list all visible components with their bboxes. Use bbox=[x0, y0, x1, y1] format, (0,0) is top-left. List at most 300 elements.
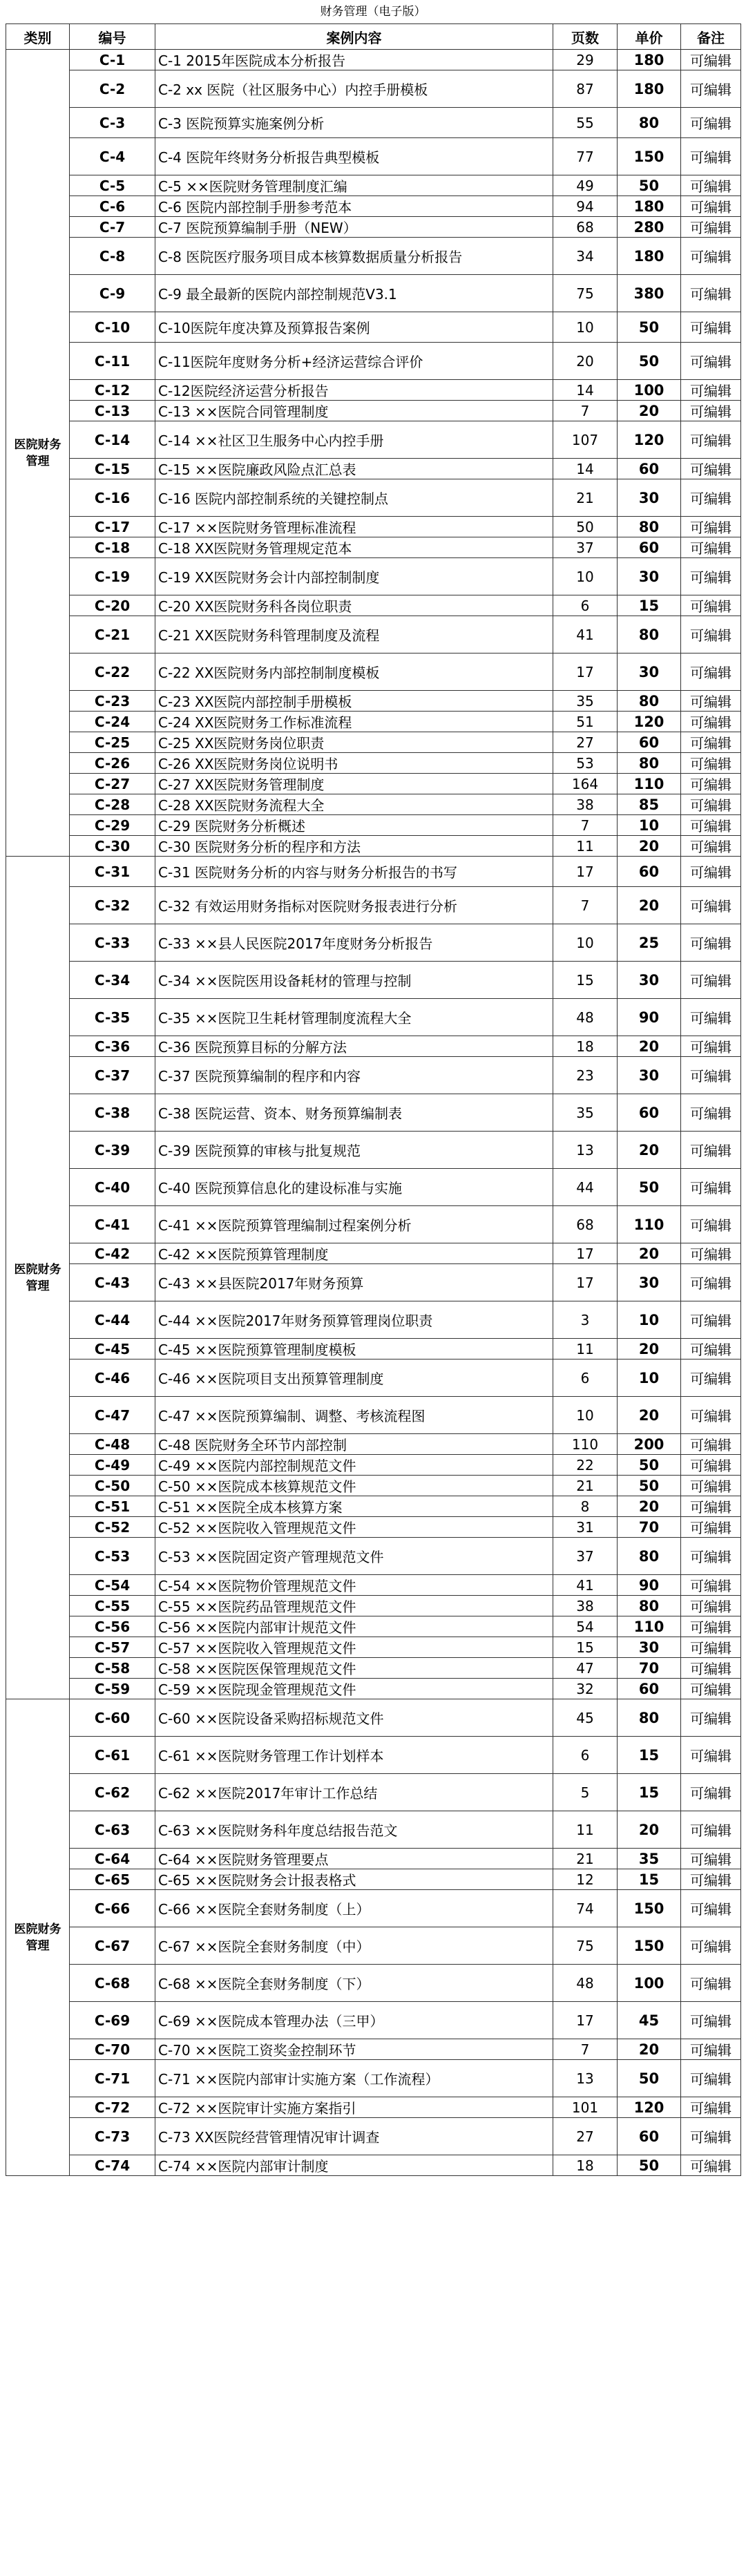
table-row bbox=[6, 479, 741, 517]
pages-cell: 41 bbox=[553, 1575, 618, 1596]
pages-cell: 75 bbox=[553, 275, 618, 312]
code-cell: C-61 bbox=[70, 1737, 155, 1774]
table-row bbox=[6, 1339, 741, 1359]
table-row bbox=[6, 887, 741, 924]
note-cell: 可编辑 bbox=[681, 653, 741, 691]
pages-cell: 20 bbox=[553, 343, 618, 380]
pages-cell: 21 bbox=[553, 479, 618, 517]
note-cell: 可编辑 bbox=[681, 196, 741, 217]
price-cell: 120 bbox=[618, 2097, 681, 2118]
content-cell: C-62 ××医院2017年审计工作总结 bbox=[155, 1774, 553, 1811]
pages-cell: 10 bbox=[553, 924, 618, 962]
code-cell: C-10 bbox=[70, 312, 155, 343]
price-cell: 70 bbox=[618, 1658, 681, 1679]
note-cell: 可编辑 bbox=[681, 479, 741, 517]
price-cell: 15 bbox=[618, 595, 681, 616]
code-cell: C-73 bbox=[70, 2118, 155, 2155]
code-cell: C-57 bbox=[70, 1637, 155, 1658]
note-cell: 可编辑 bbox=[681, 1243, 741, 1264]
code-cell: C-3 bbox=[70, 108, 155, 138]
note-cell: 可编辑 bbox=[681, 1455, 741, 1476]
code-cell: C-7 bbox=[70, 217, 155, 238]
pages-cell: 14 bbox=[553, 459, 618, 479]
content-cell: C-39 医院预算的审核与批复规范 bbox=[155, 1132, 553, 1169]
price-cell: 80 bbox=[618, 691, 681, 712]
note-cell: 可编辑 bbox=[681, 1094, 741, 1132]
pages-cell: 15 bbox=[553, 1637, 618, 1658]
note-cell: 可编辑 bbox=[681, 1737, 741, 1774]
note-cell: 可编辑 bbox=[681, 2118, 741, 2155]
category-cell bbox=[6, 857, 70, 1699]
pages-cell: 48 bbox=[553, 1965, 618, 2002]
pages-cell: 23 bbox=[553, 1057, 618, 1094]
price-cell: 60 bbox=[618, 2118, 681, 2155]
price-cell: 30 bbox=[618, 653, 681, 691]
note-cell: 可编辑 bbox=[681, 1616, 741, 1637]
price-cell: 20 bbox=[618, 1132, 681, 1169]
code-cell: C-32 bbox=[70, 887, 155, 924]
content-cell: C-6 医院内部控制手册参考范本 bbox=[155, 196, 553, 217]
code-cell: C-72 bbox=[70, 2097, 155, 2118]
table-row bbox=[6, 421, 741, 459]
code-cell: C-11 bbox=[70, 343, 155, 380]
table-row bbox=[6, 1965, 741, 2002]
category-cell bbox=[6, 1699, 70, 2176]
code-cell: C-29 bbox=[70, 815, 155, 836]
price-cell: 20 bbox=[618, 1397, 681, 1434]
note-cell: 可编辑 bbox=[681, 1434, 741, 1455]
code-cell: C-49 bbox=[70, 1455, 155, 1476]
price-cell: 10 bbox=[618, 1359, 681, 1397]
note-cell: 可编辑 bbox=[681, 1359, 741, 1397]
table-row bbox=[6, 1890, 741, 1927]
note-cell: 可编辑 bbox=[681, 1264, 741, 1301]
pages-cell: 5 bbox=[553, 1774, 618, 1811]
table-row bbox=[6, 1264, 741, 1301]
content-cell: C-60 ××医院设备采购招标规范文件 bbox=[155, 1699, 553, 1737]
content-cell: C-49 ××医院内部控制规范文件 bbox=[155, 1455, 553, 1476]
note-cell: 可编辑 bbox=[681, 1575, 741, 1596]
table-row bbox=[6, 196, 741, 217]
price-cell: 20 bbox=[618, 1496, 681, 1517]
price-cell: 45 bbox=[618, 2002, 681, 2039]
code-cell: C-54 bbox=[70, 1575, 155, 1596]
code-cell: C-18 bbox=[70, 537, 155, 558]
note-cell: 可编辑 bbox=[681, 1658, 741, 1679]
content-cell: C-68 ××医院全套财务制度（下） bbox=[155, 1965, 553, 2002]
content-cell: C-43 ××县医院2017年财务预算 bbox=[155, 1264, 553, 1301]
note-cell: 可编辑 bbox=[681, 459, 741, 479]
table-row bbox=[6, 691, 741, 712]
pages-cell: 48 bbox=[553, 999, 618, 1036]
content-cell: C-74 ××医院内部审计制度 bbox=[155, 2155, 553, 2176]
note-cell: 可编辑 bbox=[681, 380, 741, 401]
code-cell: C-63 bbox=[70, 1811, 155, 1849]
code-cell: C-16 bbox=[70, 479, 155, 517]
content-cell: C-64 ××医院财务管理要点 bbox=[155, 1849, 553, 1869]
table-row bbox=[6, 2118, 741, 2155]
note-cell: 可编辑 bbox=[681, 1699, 741, 1737]
note-cell: 可编辑 bbox=[681, 2002, 741, 2039]
table-row bbox=[6, 1094, 741, 1132]
code-cell: C-37 bbox=[70, 1057, 155, 1094]
content-cell: C-58 ××医院医保管理规范文件 bbox=[155, 1658, 553, 1679]
content-cell: C-38 医院运营、资本、财务预算编制表 bbox=[155, 1094, 553, 1132]
price-cell: 90 bbox=[618, 999, 681, 1036]
price-cell: 30 bbox=[618, 962, 681, 999]
content-cell: C-63 ××医院财务科年度总结报告范文 bbox=[155, 1811, 553, 1849]
code-cell: C-66 bbox=[70, 1890, 155, 1927]
code-cell: C-5 bbox=[70, 175, 155, 196]
price-cell: 110 bbox=[618, 1206, 681, 1243]
code-cell: C-41 bbox=[70, 1206, 155, 1243]
catalog-body bbox=[6, 50, 741, 2176]
price-cell: 180 bbox=[618, 70, 681, 108]
price-cell: 20 bbox=[618, 1036, 681, 1057]
note-cell: 可编辑 bbox=[681, 999, 741, 1036]
header-pages: 页数 bbox=[553, 24, 618, 50]
content-cell: C-65 ××医院财务会计报表格式 bbox=[155, 1869, 553, 1890]
pages-cell: 164 bbox=[553, 774, 618, 794]
table-row bbox=[6, 712, 741, 732]
table-row bbox=[6, 924, 741, 962]
code-cell: C-4 bbox=[70, 138, 155, 175]
content-cell: C-61 ××医院财务管理工作计划样本 bbox=[155, 1737, 553, 1774]
code-cell: C-26 bbox=[70, 753, 155, 774]
note-cell: 可编辑 bbox=[681, 2155, 741, 2176]
pages-cell: 53 bbox=[553, 753, 618, 774]
header-category: 类别 bbox=[6, 24, 70, 50]
content-cell: C-30 医院财务分析的程序和方法 bbox=[155, 836, 553, 857]
price-cell: 80 bbox=[618, 1538, 681, 1575]
table-row bbox=[6, 2039, 741, 2060]
price-cell: 150 bbox=[618, 138, 681, 175]
note-cell: 可编辑 bbox=[681, 732, 741, 753]
pages-cell: 101 bbox=[553, 2097, 618, 2118]
content-cell: C-45 ××医院预算管理制度模板 bbox=[155, 1339, 553, 1359]
content-cell: C-28 XX医院财务流程大全 bbox=[155, 794, 553, 815]
price-cell: 50 bbox=[618, 1169, 681, 1206]
code-cell: C-60 bbox=[70, 1699, 155, 1737]
table-row bbox=[6, 312, 741, 343]
table-row bbox=[6, 517, 741, 537]
code-cell: C-52 bbox=[70, 1517, 155, 1538]
table-row bbox=[6, 1637, 741, 1658]
content-cell: C-72 ××医院审计实施方案指引 bbox=[155, 2097, 553, 2118]
price-cell: 110 bbox=[618, 774, 681, 794]
content-cell: C-16 医院内部控制系统的关键控制点 bbox=[155, 479, 553, 517]
header-price: 单价 bbox=[618, 24, 681, 50]
price-cell: 80 bbox=[618, 753, 681, 774]
content-cell: C-25 XX医院财务岗位职责 bbox=[155, 732, 553, 753]
content-cell: C-27 XX医院财务管理制度 bbox=[155, 774, 553, 794]
content-cell: C-69 ××医院成本管理办法（三甲） bbox=[155, 2002, 553, 2039]
price-cell: 30 bbox=[618, 558, 681, 595]
note-cell: 可编辑 bbox=[681, 1339, 741, 1359]
note-cell: 可编辑 bbox=[681, 2060, 741, 2097]
pages-cell: 10 bbox=[553, 1397, 618, 1434]
price-cell: 30 bbox=[618, 1057, 681, 1094]
pages-cell: 6 bbox=[553, 595, 618, 616]
pages-cell: 37 bbox=[553, 537, 618, 558]
code-cell: C-23 bbox=[70, 691, 155, 712]
content-cell: C-33 ××县人民医院2017年度财务分析报告 bbox=[155, 924, 553, 962]
code-cell: C-12 bbox=[70, 380, 155, 401]
code-cell: C-25 bbox=[70, 732, 155, 753]
price-cell: 80 bbox=[618, 1596, 681, 1616]
note-cell: 可编辑 bbox=[681, 1596, 741, 1616]
content-cell: C-10医院年度决算及预算报告案例 bbox=[155, 312, 553, 343]
code-cell: C-68 bbox=[70, 1965, 155, 2002]
price-cell: 50 bbox=[618, 1455, 681, 1476]
table-row bbox=[6, 1616, 741, 1637]
content-cell: C-1 2015年医院成本分析报告 bbox=[155, 50, 553, 70]
content-cell: C-23 XX医院内部控制手册模板 bbox=[155, 691, 553, 712]
table-row bbox=[6, 1658, 741, 1679]
category-cell bbox=[6, 50, 70, 857]
note-cell: 可编辑 bbox=[681, 616, 741, 653]
price-cell: 20 bbox=[618, 1339, 681, 1359]
price-cell: 60 bbox=[618, 732, 681, 753]
table-row bbox=[6, 1596, 741, 1616]
note-cell: 可编辑 bbox=[681, 343, 741, 380]
content-cell: C-32 有效运用财务指标对医院财务报表进行分析 bbox=[155, 887, 553, 924]
note-cell: 可编辑 bbox=[681, 815, 741, 836]
table-row bbox=[6, 794, 741, 815]
table-row bbox=[6, 1575, 741, 1596]
content-cell: C-18 XX医院财务管理规定范本 bbox=[155, 537, 553, 558]
pages-cell: 17 bbox=[553, 2002, 618, 2039]
content-cell: C-29 医院财务分析概述 bbox=[155, 815, 553, 836]
code-cell: C-43 bbox=[70, 1264, 155, 1301]
pages-cell: 110 bbox=[553, 1434, 618, 1455]
content-cell: C-22 XX医院财务内部控制制度模板 bbox=[155, 653, 553, 691]
price-cell: 80 bbox=[618, 517, 681, 537]
code-cell: C-46 bbox=[70, 1359, 155, 1397]
content-cell: C-44 ××医院2017年财务预算管理岗位职责 bbox=[155, 1301, 553, 1339]
content-cell: C-8 医院医疗服务项目成本核算数据质量分析报告 bbox=[155, 238, 553, 275]
table-row bbox=[6, 1434, 741, 1455]
note-cell: 可编辑 bbox=[681, 595, 741, 616]
pages-cell: 27 bbox=[553, 732, 618, 753]
code-cell: C-67 bbox=[70, 1927, 155, 1965]
price-cell: 60 bbox=[618, 857, 681, 887]
content-cell: C-26 XX医院财务岗位说明书 bbox=[155, 753, 553, 774]
content-cell: C-2 xx 医院（社区服务中心）内控手册模板 bbox=[155, 70, 553, 108]
pages-cell: 17 bbox=[553, 653, 618, 691]
price-cell: 80 bbox=[618, 108, 681, 138]
pages-cell: 50 bbox=[553, 517, 618, 537]
note-cell: 可编辑 bbox=[681, 1036, 741, 1057]
table-row bbox=[6, 238, 741, 275]
table-row bbox=[6, 616, 741, 653]
pages-cell: 12 bbox=[553, 1869, 618, 1890]
content-cell: C-55 ××医院药品管理规范文件 bbox=[155, 1596, 553, 1616]
pages-cell: 107 bbox=[553, 421, 618, 459]
table-header-row bbox=[6, 24, 741, 50]
content-cell: C-15 ××医院廉政风险点汇总表 bbox=[155, 459, 553, 479]
note-cell: 可编辑 bbox=[681, 1890, 741, 1927]
content-cell: C-70 ××医院工资奖金控制环节 bbox=[155, 2039, 553, 2060]
price-cell: 10 bbox=[618, 1301, 681, 1339]
pages-cell: 18 bbox=[553, 1036, 618, 1057]
price-cell: 30 bbox=[618, 1264, 681, 1301]
table-row bbox=[6, 1036, 741, 1057]
note-cell: 可编辑 bbox=[681, 1132, 741, 1169]
code-cell: C-70 bbox=[70, 2039, 155, 2060]
table-row bbox=[6, 1169, 741, 1206]
note-cell: 可编辑 bbox=[681, 70, 741, 108]
table-row bbox=[6, 1206, 741, 1243]
pages-cell: 35 bbox=[553, 1094, 618, 1132]
price-cell: 110 bbox=[618, 1616, 681, 1637]
price-cell: 50 bbox=[618, 343, 681, 380]
price-cell: 180 bbox=[618, 196, 681, 217]
price-cell: 50 bbox=[618, 312, 681, 343]
pages-cell: 45 bbox=[553, 1699, 618, 1737]
table-row bbox=[6, 537, 741, 558]
table-row bbox=[6, 1869, 741, 1890]
table-row bbox=[6, 1679, 741, 1699]
note-cell: 可编辑 bbox=[681, 924, 741, 962]
table-row bbox=[6, 1517, 741, 1538]
price-cell: 100 bbox=[618, 380, 681, 401]
content-cell: C-52 ××医院收入管理规范文件 bbox=[155, 1517, 553, 1538]
code-cell: C-22 bbox=[70, 653, 155, 691]
note-cell: 可编辑 bbox=[681, 774, 741, 794]
price-cell: 180 bbox=[618, 50, 681, 70]
pages-cell: 68 bbox=[553, 217, 618, 238]
header-code: 编号 bbox=[70, 24, 155, 50]
note-cell: 可编辑 bbox=[681, 1301, 741, 1339]
pages-cell: 41 bbox=[553, 616, 618, 653]
price-cell: 150 bbox=[618, 1890, 681, 1927]
content-cell: C-67 ××医院全套财务制度（中） bbox=[155, 1927, 553, 1965]
note-cell: 可编辑 bbox=[681, 1869, 741, 1890]
code-cell: C-9 bbox=[70, 275, 155, 312]
pages-cell: 27 bbox=[553, 2118, 618, 2155]
code-cell: C-36 bbox=[70, 1036, 155, 1057]
code-cell: C-51 bbox=[70, 1496, 155, 1517]
price-cell: 20 bbox=[618, 887, 681, 924]
price-cell: 200 bbox=[618, 1434, 681, 1455]
table-row bbox=[6, 815, 741, 836]
content-cell: C-50 ××医院成本核算规范文件 bbox=[155, 1476, 553, 1496]
note-cell: 可编辑 bbox=[681, 238, 741, 275]
pages-cell: 47 bbox=[553, 1658, 618, 1679]
table-row bbox=[6, 1057, 741, 1094]
pages-cell: 8 bbox=[553, 1496, 618, 1517]
content-cell: C-14 ××社区卫生服务中心内控手册 bbox=[155, 421, 553, 459]
table-row bbox=[6, 1849, 741, 1869]
price-cell: 85 bbox=[618, 794, 681, 815]
content-cell: C-56 ××医院内部审计规范文件 bbox=[155, 1616, 553, 1637]
content-cell: C-47 ××医院预算编制、调整、考核流程图 bbox=[155, 1397, 553, 1434]
code-cell: C-45 bbox=[70, 1339, 155, 1359]
pages-cell: 94 bbox=[553, 196, 618, 217]
pages-cell: 7 bbox=[553, 815, 618, 836]
note-cell: 可编辑 bbox=[681, 1679, 741, 1699]
table-row bbox=[6, 50, 741, 70]
note-cell: 可编辑 bbox=[681, 887, 741, 924]
note-cell: 可编辑 bbox=[681, 712, 741, 732]
pages-cell: 29 bbox=[553, 50, 618, 70]
price-cell: 60 bbox=[618, 537, 681, 558]
category-label: 医院财务 管理 bbox=[14, 1922, 61, 1953]
price-cell: 180 bbox=[618, 238, 681, 275]
code-cell: C-13 bbox=[70, 401, 155, 421]
pages-cell: 68 bbox=[553, 1206, 618, 1243]
pages-cell: 17 bbox=[553, 1264, 618, 1301]
pages-cell: 44 bbox=[553, 1169, 618, 1206]
price-cell: 120 bbox=[618, 421, 681, 459]
price-cell: 60 bbox=[618, 459, 681, 479]
pages-cell: 21 bbox=[553, 1849, 618, 1869]
code-cell: C-65 bbox=[70, 1869, 155, 1890]
code-cell: C-53 bbox=[70, 1538, 155, 1575]
code-cell: C-38 bbox=[70, 1094, 155, 1132]
code-cell: C-74 bbox=[70, 2155, 155, 2176]
content-cell: C-12医院经济运营分析报告 bbox=[155, 380, 553, 401]
table-row bbox=[6, 732, 741, 753]
pages-cell: 6 bbox=[553, 1737, 618, 1774]
note-cell: 可编辑 bbox=[681, 401, 741, 421]
content-cell: C-46 ××医院项目支出预算管理制度 bbox=[155, 1359, 553, 1397]
price-cell: 50 bbox=[618, 1476, 681, 1496]
table-row bbox=[6, 459, 741, 479]
code-cell: C-55 bbox=[70, 1596, 155, 1616]
content-cell: C-51 ××医院全成本核算方案 bbox=[155, 1496, 553, 1517]
code-cell: C-31 bbox=[70, 857, 155, 887]
code-cell: C-15 bbox=[70, 459, 155, 479]
table-row bbox=[6, 401, 741, 421]
code-cell: C-1 bbox=[70, 50, 155, 70]
content-cell: C-66 ××医院全套财务制度（上） bbox=[155, 1890, 553, 1927]
code-cell: C-50 bbox=[70, 1476, 155, 1496]
note-cell: 可编辑 bbox=[681, 517, 741, 537]
table-row bbox=[6, 343, 741, 380]
code-cell: C-62 bbox=[70, 1774, 155, 1811]
price-cell: 100 bbox=[618, 1965, 681, 2002]
table-row bbox=[6, 558, 741, 595]
pages-cell: 77 bbox=[553, 138, 618, 175]
note-cell: 可编辑 bbox=[681, 836, 741, 857]
table-row bbox=[6, 1359, 741, 1397]
pages-cell: 10 bbox=[553, 312, 618, 343]
pages-cell: 35 bbox=[553, 691, 618, 712]
code-cell: C-28 bbox=[70, 794, 155, 815]
pages-cell: 34 bbox=[553, 238, 618, 275]
note-cell: 可编辑 bbox=[681, 1476, 741, 1496]
category-label: 医院财务 管理 bbox=[14, 1262, 61, 1293]
table-row bbox=[6, 1737, 741, 1774]
price-cell: 60 bbox=[618, 1094, 681, 1132]
note-cell: 可编辑 bbox=[681, 275, 741, 312]
price-cell: 80 bbox=[618, 1699, 681, 1737]
code-cell: C-6 bbox=[70, 196, 155, 217]
code-cell: C-27 bbox=[70, 774, 155, 794]
pages-cell: 17 bbox=[553, 1243, 618, 1264]
pages-cell: 21 bbox=[553, 1476, 618, 1496]
note-cell: 可编辑 bbox=[681, 794, 741, 815]
note-cell: 可编辑 bbox=[681, 1057, 741, 1094]
price-cell: 280 bbox=[618, 217, 681, 238]
table-row bbox=[6, 2155, 741, 2176]
pages-cell: 7 bbox=[553, 2039, 618, 2060]
price-cell: 60 bbox=[618, 1679, 681, 1699]
pages-cell: 51 bbox=[553, 712, 618, 732]
price-cell: 30 bbox=[618, 1637, 681, 1658]
